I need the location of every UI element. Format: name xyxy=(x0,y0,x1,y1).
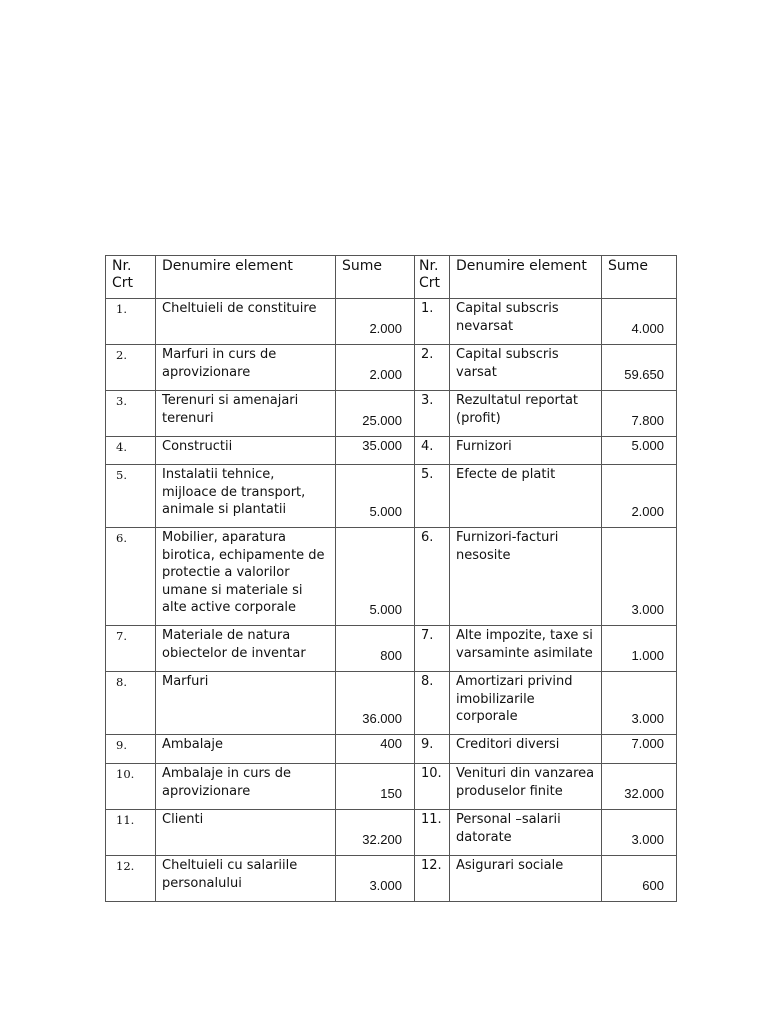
header-name-right: Denumire element xyxy=(450,256,602,299)
right-sum: 3.000 xyxy=(602,528,677,626)
right-name: Venituri din vanzarea produselor finite xyxy=(450,764,602,810)
table-row xyxy=(106,299,677,345)
left-nr: 5. xyxy=(106,465,156,528)
header-nr-right: Nr. Crt xyxy=(415,256,450,299)
right-sum: 3.000 xyxy=(602,810,677,856)
left-sum: 35.000 xyxy=(336,437,415,465)
table-row xyxy=(106,810,677,856)
table-row xyxy=(106,465,677,528)
left-nr: 10. xyxy=(106,764,156,810)
left-sum: 800 xyxy=(336,626,415,672)
right-nr: 2. xyxy=(415,345,450,391)
right-nr: 6. xyxy=(415,528,450,626)
right-sum: 7.800 xyxy=(602,391,677,437)
left-sum: 32.200 xyxy=(336,810,415,856)
right-nr: 11. xyxy=(415,810,450,856)
right-name: Capital subscris varsat xyxy=(450,345,602,391)
left-name: Ambalaje in curs de aprovizionare xyxy=(156,764,336,810)
right-sum: 59.650 xyxy=(602,345,677,391)
right-name: Rezultatul reportat (profit) xyxy=(450,391,602,437)
right-sum: 32.000 xyxy=(602,764,677,810)
table-row xyxy=(106,735,677,764)
left-sum: 25.000 xyxy=(336,391,415,437)
right-sum: 1.000 xyxy=(602,626,677,672)
right-name: Furnizori xyxy=(450,437,602,465)
right-name: Asigurari sociale xyxy=(450,856,602,902)
header-row xyxy=(106,256,677,299)
left-nr: 1. xyxy=(106,299,156,345)
right-sum: 2.000 xyxy=(602,465,677,528)
left-name: Clienti xyxy=(156,810,336,856)
table-row xyxy=(106,345,677,391)
left-nr: 4. xyxy=(106,437,156,465)
right-sum: 7.000 xyxy=(602,735,677,764)
right-sum: 600 xyxy=(602,856,677,902)
right-name: Alte impozite, taxe si varsaminte asimilate xyxy=(450,626,602,672)
left-name: Cheltuieli cu salariile personalului xyxy=(156,856,336,902)
table-row xyxy=(106,528,677,626)
right-sum: 5.000 xyxy=(602,437,677,465)
left-sum: 5.000 xyxy=(336,528,415,626)
right-nr: 3. xyxy=(415,391,450,437)
left-name: Constructii xyxy=(156,437,336,465)
right-name: Amortizari privind imobilizarile corporale xyxy=(450,672,602,735)
table-row xyxy=(106,391,677,437)
table-row xyxy=(106,856,677,902)
left-name: Materiale de natura obiectelor de inventar xyxy=(156,626,336,672)
right-name: Creditori diversi xyxy=(450,735,602,764)
header-sum-right: Sume xyxy=(602,256,677,299)
right-name: Capital subscris nevarsat xyxy=(450,299,602,345)
right-nr: 12. xyxy=(415,856,450,902)
table-row xyxy=(106,672,677,735)
header-sum-left: Sume xyxy=(336,256,415,299)
right-sum: 3.000 xyxy=(602,672,677,735)
right-nr: 8. xyxy=(415,672,450,735)
left-nr: 12. xyxy=(106,856,156,902)
left-sum: 2.000 xyxy=(336,299,415,345)
table-row xyxy=(106,626,677,672)
left-sum: 150 xyxy=(336,764,415,810)
right-name: Efecte de platit xyxy=(450,465,602,528)
table-row xyxy=(106,764,677,810)
right-name: Personal –salarii datorate xyxy=(450,810,602,856)
right-nr: 1. xyxy=(415,299,450,345)
balance-table xyxy=(105,255,677,902)
header-name-left: Denumire element xyxy=(156,256,336,299)
left-sum: 5.000 xyxy=(336,465,415,528)
left-name: Ambalaje xyxy=(156,735,336,764)
left-sum: 400 xyxy=(336,735,415,764)
left-nr: 6. xyxy=(106,528,156,626)
left-sum: 2.000 xyxy=(336,345,415,391)
left-nr: 8. xyxy=(106,672,156,735)
right-sum: 4.000 xyxy=(602,299,677,345)
left-nr: 3. xyxy=(106,391,156,437)
left-name: Marfuri xyxy=(156,672,336,735)
header-nr-left: Nr. Crt xyxy=(106,256,156,299)
left-sum: 3.000 xyxy=(336,856,415,902)
table-row xyxy=(106,437,677,465)
left-name: Mobilier, aparatura birotica, echipamente de protectie a valorilor umane si materiale si alte active corporale xyxy=(156,528,336,626)
left-nr: 2. xyxy=(106,345,156,391)
right-nr: 10. xyxy=(415,764,450,810)
left-name: Cheltuieli de constituire xyxy=(156,299,336,345)
right-nr: 7. xyxy=(415,626,450,672)
left-nr: 9. xyxy=(106,735,156,764)
right-nr: 5. xyxy=(415,465,450,528)
right-nr: 4. xyxy=(415,437,450,465)
left-nr: 7. xyxy=(106,626,156,672)
left-name: Marfuri in curs de aprovizionare xyxy=(156,345,336,391)
left-sum: 36.000 xyxy=(336,672,415,735)
left-name: Terenuri si amenajari terenuri xyxy=(156,391,336,437)
left-name: Instalatii tehnice, mijloace de transport, animale si plantatii xyxy=(156,465,336,528)
left-nr: 11. xyxy=(106,810,156,856)
right-nr: 9. xyxy=(415,735,450,764)
right-name: Furnizori-facturi nesosite xyxy=(450,528,602,626)
